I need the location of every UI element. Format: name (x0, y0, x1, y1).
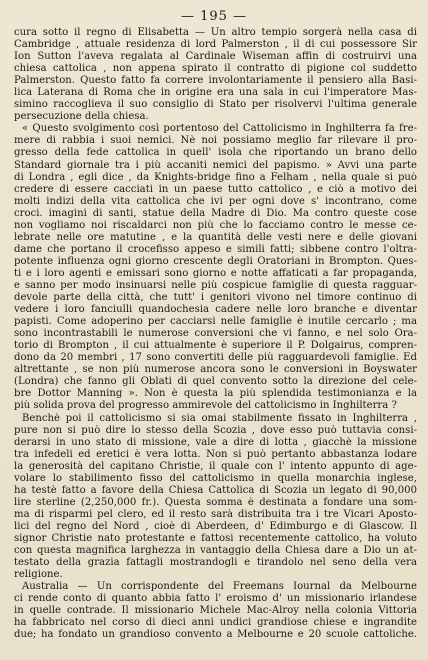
text-line: lica Laterana di Roma che in origine era una sala in cui l'imperatore Mas- (14, 87, 417, 99)
text-line: mere di rabbia i suoi nemici. Nè noi possiamo meglio far rilevare il pro- (14, 135, 417, 147)
body-text (14, 27, 417, 641)
text-line: devole parte della città, che tutt' i genitori vivono nel timore continuo di (14, 292, 417, 304)
text-line: cura sotto il regno di Elisabetta — Un altro tempio sorgerà nella casa di (14, 27, 417, 38)
text-line: lire sterline (2,250,000 fr.). Questa somma è destinata a fondare una som- (14, 496, 417, 508)
text-line: lebrate nelle ore matutine , e la quantità delle vesti nere e delle giovani (14, 231, 417, 243)
text-line: signor Christie nato protestante e fattosi recentemente cattolico, ha voluto (14, 532, 417, 544)
text-line: e sanno per modo insinuarsi nelle più cospicue famiglie di questa ragguar- (14, 279, 417, 291)
text-line: altrettante , se non più numerose ancora sono le conversioni in Boyswater (14, 364, 417, 376)
text-line: (Londra) che fanno gli Oblati di quel convento sotto la direzione del cele- (14, 376, 417, 388)
text-line: Benchè poi il cattolicismo si sia omai stabilmente fissato in Inghilterra , (22, 412, 417, 424)
text-line: « Questo svolgimento così portentoso del Cattolicismo in Inghilterra fa fre- (22, 123, 417, 135)
text-line: bre Dottor Manning ». Non è questa la più splendida testimonianza e la (14, 388, 417, 400)
text-line: in quelle contrade. Il missionario Michele Mac-Alroy nella colonia Vittoria (14, 605, 417, 617)
text-line: gresso della fede cattolica in quell' isola che riportando un brano dello (14, 147, 417, 159)
text-line: simino raccoglieva il suo consiglio di Stato per risolvervi l'ultima generale (14, 99, 417, 111)
text-line: torio di Brompton , il cui attualmente è superiore il P. Dolgairus, compren- (14, 340, 417, 352)
text-line: potente influenza ogni giorno crescente degli Oratoriani in Brompton. Ques- (14, 255, 417, 267)
text-line: lici del regno del Nord , cioè di Aberdeen, d' Edimburgo e di Glascow. Il (14, 520, 417, 532)
text-line: papisti. Come adoperino per cacciarsi nelle famiglie è inutile cercarlo ; ma (14, 316, 417, 328)
text-line: più solida prova del progresso ammirevole del cattolicismo in Inghilterra ? (14, 400, 397, 412)
text-line: ha testè fatto a favore della Chiesa Cattolica di Scozia un legato di 90,000 (14, 484, 417, 496)
text-line: ma di risparmi pel clero, ed il resto sarà distribuita tra i tre Vicari Aposto- (14, 508, 417, 520)
text-line: Standard giornale tra i più accaniti nemici del papismo. » Avvi una parte (14, 159, 417, 171)
text-line: dame che portano il crocefisso appeso e simili fatti; sibbene contro l'oltra- (14, 243, 417, 255)
text-line: di Londra , egli dice , da Knights-bridge fino a Felham , nella quale si può (14, 171, 417, 183)
text-line: vedere i loro fanciulli quandochesia cadere nelle loro branche e diventar (14, 304, 417, 316)
text-line: ti e i loro agenti e emissari sono giorno e notte affaticati a far propaganda, (14, 267, 417, 279)
text-line: credere di essere cacciati in un paese tutto cattolico , e ciò a motivo dei (14, 183, 417, 195)
text-line: non vogliamo noi riscaldarci non più che lo facciamo contro le messe ce- (14, 219, 417, 231)
text-line: Palmerston. Questo fatto fa correre involontariamente il pensiero alla Basi- (14, 75, 417, 87)
text-line: pure non si può dire lo stesso della Scozia , dove esso può tuttavia consi- (14, 424, 417, 436)
text-line: due; ha fondato un grandioso convento a Melbourne e 20 scuole cattoliche. (14, 629, 417, 641)
text-line: persecuzione della chiesa. (14, 111, 149, 123)
page-number: — 195 — (180, 9, 248, 24)
text-line: volare lo stabilimento fisso del cattolicismo in quella monarchia inglese, (14, 472, 417, 484)
text-line: Australia — Un corrispondente del Freemans Iournal da Melbourne (22, 581, 417, 593)
text-line: chiesa cattolica , non appena spirato il contratto di pigione col suddetto (14, 63, 417, 75)
text-line: derarsi in uno stato di missione, vale a dire di lotta , giacchè la missione (14, 436, 417, 448)
text-line: ha fabbricato nel corso di dieci anni undici grandiose chiese e ingrandite (14, 617, 417, 629)
text-line: testato della grazia fattagli mostrandogli e tirandolo nel seno della vera (14, 557, 417, 569)
text-line: dono da 20 membri , 17 sono convertiti delle più ragguardevoli famiglie. Ed (14, 352, 417, 364)
text-line: tra infedeli ed eretici è vera lotta. Non si può pertanto abbastanza lodare (14, 448, 417, 460)
text-line: religione. (14, 569, 63, 581)
text-line: croci. imagini di santi, statue della Madre di Dio. Ma contro queste cose (14, 207, 417, 219)
text-line: la generosità del capitano Christie, il quale con l' intento appunto di age- (14, 460, 417, 472)
text-line: sono incontrastabili le numerose conversioni che vi fanno, e nel solo Ora- (14, 328, 417, 340)
text-line: con questa magnifica larghezza in vantaggio della Chiesa dare a Dio un at- (14, 545, 417, 557)
text-line: molti indizi della vita cattolica che ivi per ogni dove s' incontrano, come (14, 195, 417, 207)
text-line: Ion Sutton l'aveva regalata al Cardinale Wiseman affin di costruirvi una (14, 51, 417, 63)
text-line: Cambridge , attuale residenza di lord Palmerston , il di cui possessore Sir (14, 39, 417, 51)
text-line: ci rende conto di quanto abbia fatto l' eroismo d' un missionario irlandese (14, 593, 417, 605)
